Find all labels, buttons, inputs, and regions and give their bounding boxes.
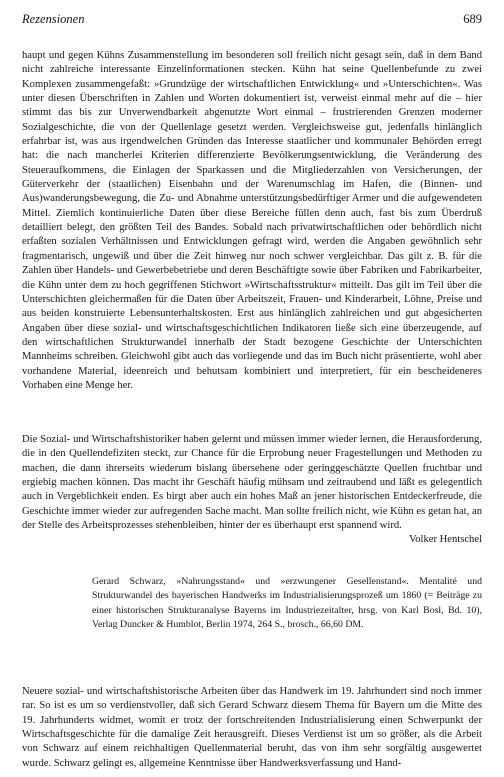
body-paragraph [22, 433, 482, 548]
new-review-paragraph-1 [22, 685, 482, 771]
review-continued-paragraph-1 [22, 49, 482, 393]
body-paragraph: Neuere sozial- und wirtschaftshistorische Arbeiten über das Handwerk im 19. Jahrhundert sind noch immer rar. So ist es um so verdienstvoller, daß sich Gerard Schwarz diesem Thema für Bayern um die Mitte des 19. Jahrhunderts widmet, womit er trotz der fortschreitenden Industrialisierung einen Schwerpunkt der Wirtschaftsgeschichte für die damalige Zeit herausgreift. Dieses Verdienst ist um so größer, als die Arbeit von Schwarz auf einem reichhaltigen Quellenmaterial beruht, das von ihm sehr sorgfältig ausgewertet wurde. Schwarz gelingt es, allgemeine Kenntnisse über Handwerksverfassung und Hand- [22, 686, 482, 769]
page-number: 689 [463, 12, 482, 26]
paragraph-text: Die Sozial- und Wirtschaftshistoriker haben gelernt und müssen immer wieder lernen, die Herausforderung, die in den Quellendefiziten steckt, zur Chance für die Erprobung neuer Fragestellungen und Methoden zu machen, die dann ihrerseits wiederum bislang übersehene oder geringgeschätzte Quellen fruchtbar und ergiebig machen können. Das macht ihr Geschäft häufig mühsam und zeitraubend und läßt es gelegentlich auch in Vergeblichkeit enden. Es birgt aber auch ein hohes Maß an jener historischen Entdeckerfreude, die Geschichte immer wieder zur aufregenden Sache macht. Man sollte freilich nicht, wie Kühn es getan hat, an der Stelle des Arbeitsprozesses stehenbleiben, hinter der es überhaupt erst spannend wird. [22, 434, 482, 532]
page-header [22, 12, 482, 34]
running-head: Rezensionen [22, 12, 85, 26]
reviewer-signature: Volker Hentschel [408, 534, 482, 546]
bibliographic-entry: Gerard Schwarz, »Nahrungsstand« und »erzwungener Gesellenstand«. Mentalité und Strukturwandel des bayerischen Handwerks im Industrialisierungsprozeß um 1860 (= Beiträge zu einer historischen Strukturanalyse Bayerns im Industriezeitalter, hrsg. von Karl Bosl, Bd. 10), Verlag Duncker & Humblot, Berlin 1974, 264 S., brosch., 66,60 DM. [92, 576, 482, 630]
review-continued-paragraph-2 [22, 433, 482, 548]
body-paragraph: haupt und gegen Kühns Zusammenstellung im besonderen soll freilich nicht gesagt sein, daß in dem Band nicht zahlreiche interessante Einzelinformationen stecken. Kühn hat seine Quellenbefunde zu zwei Komplexen zusammengefaßt: »Grundzüge der wirtschaftlichen Entwicklung« und »Unterschichten«. Was unter diesen Überschriften in Zahlen und Worten dokumentiert ist, verweist einmal mehr auf die – hier stimmt das bis zur Unverwendbarkeit abgenutzte Wort einmal – frustrierenden Grenzen moderner Sozialgeschichte, die von der Quellenlage gesetzt werden. Vergleichsweise gut, jedenfalls hinlänglich erfahrbar ist, was aus irgendwelchen Gründen das Interesse staatlicher und kommunaler Behörden erregt hat: die nach mancherlei Kriterien differenzierte Bevölkerungsentwicklung, die Veränderung des Steueraufkommens, die Einlagen der Sparkassen und die Mitgliederzahlen von Versicherungen, der Güterverkehr der (staatlichen) Eisenbahn und der Warenumschlag im Hafen, die (Binnen- und Aus)wanderungsbewegung, die Zu- und Abnahme unterstützungsbedürftiger Armer und die aufgewendeten Mittel. Ziemlich kontinuierliche Daten über diese Bereiche füllen denn auch, fast bis zum Überdruß detailliert belegt, den größten Teil des Bandes. Sobald nach privatwirtschaftlichen oder behördlich nicht erfaßten sozialen Verhältnissen und Entwicklungen gefragt wird, werden die Angaben gewöhnlich sehr fragmentarisch, ungewiß und über die Zeit hinweg nur noch schwer vergleichbar. Das gilt z. B. für die Zahlen über Handels- und Gewerbebetriebe und deren Beschäftigte sowie über Fabriken und Fabrikarbeiter, die Kühn unter dem zu hoch gegriffenen Stichwort »Wirtschaftsstruktur« mitteilt. Das gilt im Teil über die Unterschichten gleichermaßen für die Daten über Arbeitszeit, Frauen- und Kinderarbeit, Löhne, Preise und aus beiden konstruierte Lebensunterhaltskosten. Erst aus hinlänglich zahlreichen und gut abgesicherten Angaben über diese sozial- und wirtschaftsgeschichtlichen Indikatoren ließe sich eine überzeugende, auf den wirtschaftlichen Strukturwandel innerhalb der Stadt bezogene Geschichte der Unterschichten Mannheims schreiben. Gleichwohl gibt auch das vorliegende und das im Buch nicht präsentierte, wohl aber vorhandene Material, ideenreich und behutsam kombiniert und interpretiert, für ein bescheideneres Vorhaben eine Menge her. [22, 50, 482, 391]
